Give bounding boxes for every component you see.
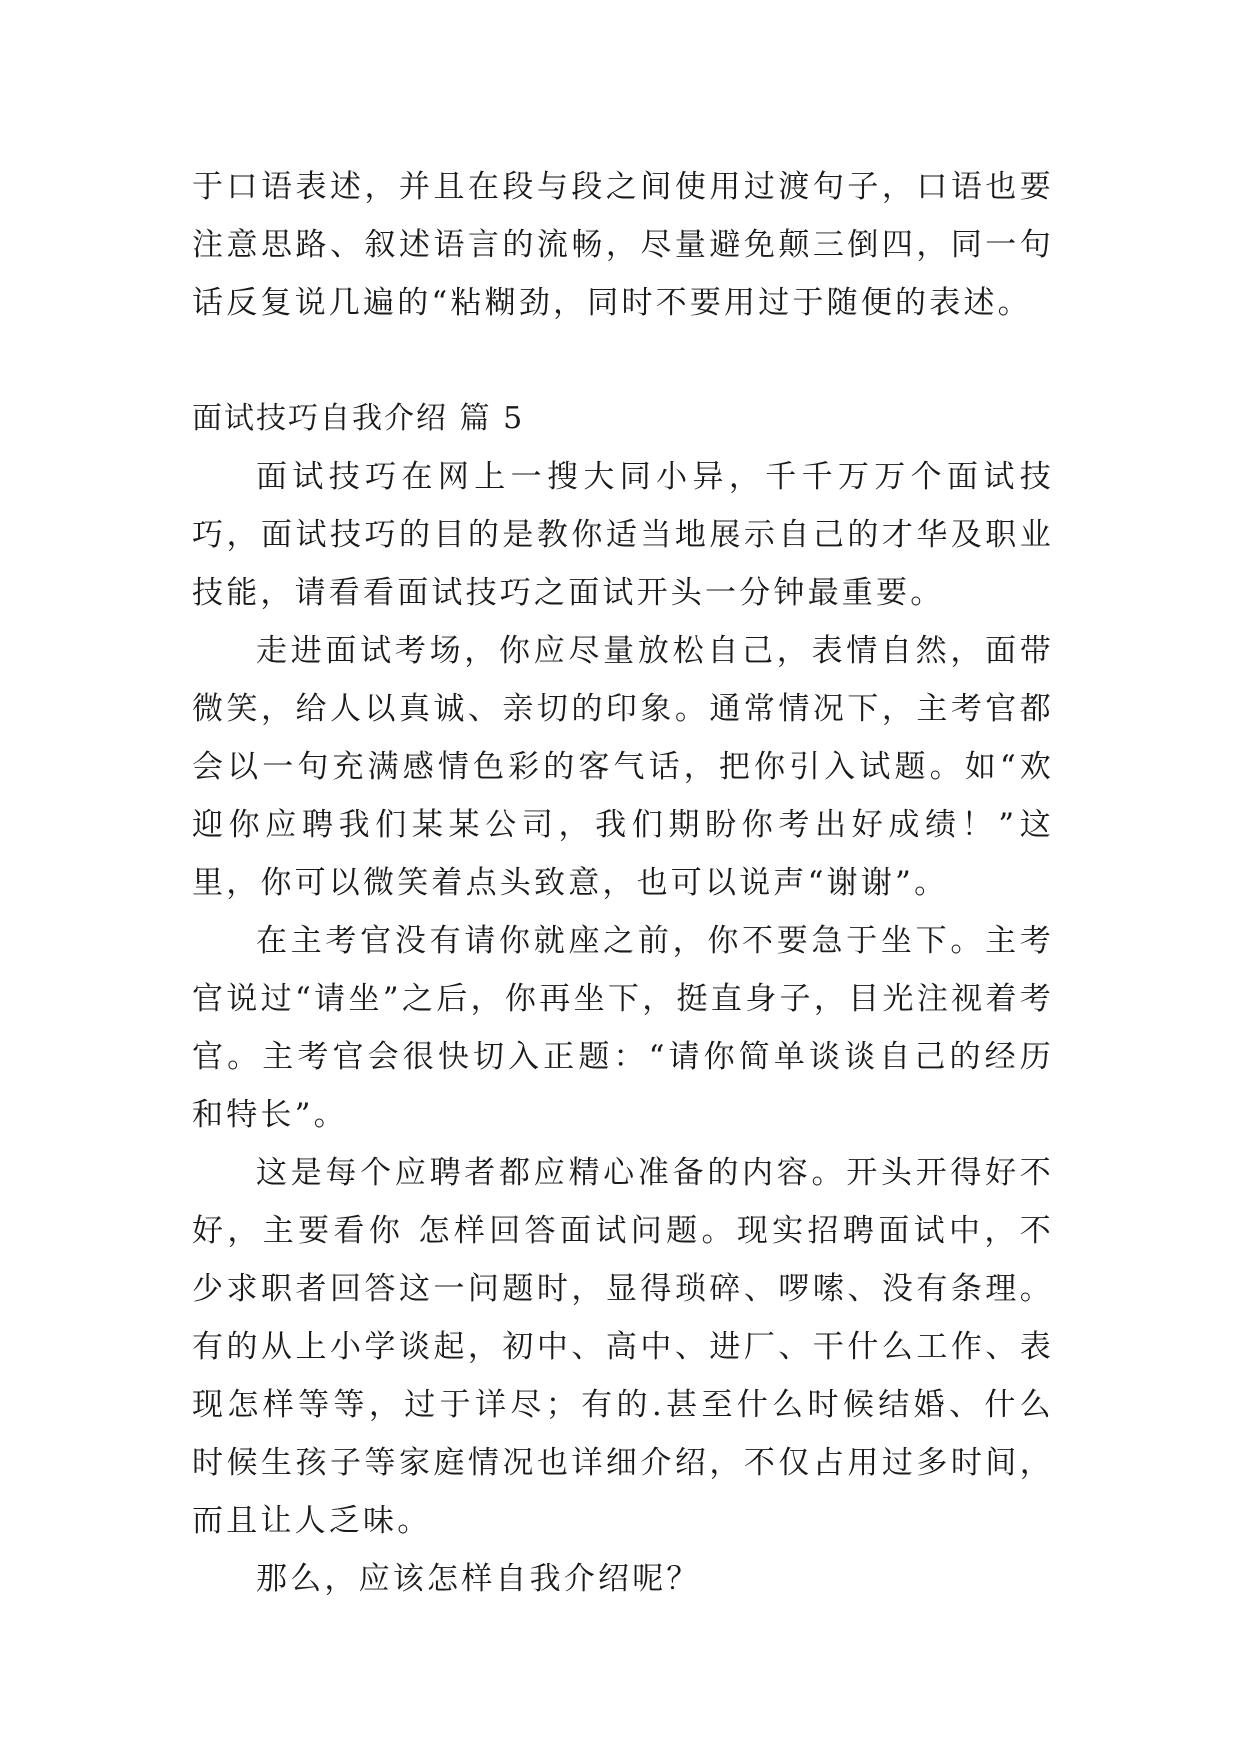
- section-block: [192, 390, 1054, 1608]
- continuation-block: [192, 158, 1054, 332]
- section-heading: 面试技巧自我介绍 篇 5: [192, 401, 525, 436]
- body-paragraph-4: 这是每个应聘者都应精心准备的内容。开头开得好不好，主要看你 怎样回答面试问题。现实招聘面试中，不少求职者回答这一问题时，显得琐碎、啰嗦、没有条理。有的从上小学谈起，初中、高中、进厂、干什么工作、表现怎样等等，过于详尽；有的.甚至什么时候结婚、什么时候生孩子等家庭情况也详细介绍，不仅占用过多时间，而且让人乏味。: [192, 1155, 1054, 1539]
- body-paragraph-1: 面试技巧在网上一搜大同小异，千千万万个面试技巧，面试技巧的目的是教你适当地展示自己的才华及职业技能，请看看面试技巧之面试开头一分钟最重要。: [192, 459, 1054, 611]
- body-paragraph-3: 在主考官没有请你就座之前，你不要急于坐下。主考官说过“请坐”之后，你再坐下，挺直身子，目光注视着考官。主考官会很快切入正题：“请你简单谈谈自己的经历和特长”。: [192, 923, 1054, 1133]
- continuation-paragraph: 于口语表述，并且在段与段之间使用过渡句子，口语也要注意思路、叙述语言的流畅，尽量避免颠三倒四，同一句话反复说几遍的“粘糊劲，同时不要用过于随便的表述。: [192, 169, 1054, 321]
- body-paragraph-2: 走进面试考场，你应尽量放松自己，表情自然，面带微笑，给人以真诚、亲切的印象。通常情况下，主考官都会以一句充满感情色彩的客气话，把你引入试题。如“欢迎你应聘我们某某公司，我们期盼你考出好成绩！”这里，你可以微笑着点头致意，也可以说声“谢谢”。: [192, 633, 1054, 901]
- body-paragraph-5: 那么，应该怎样自我介绍呢？: [256, 1561, 701, 1597]
